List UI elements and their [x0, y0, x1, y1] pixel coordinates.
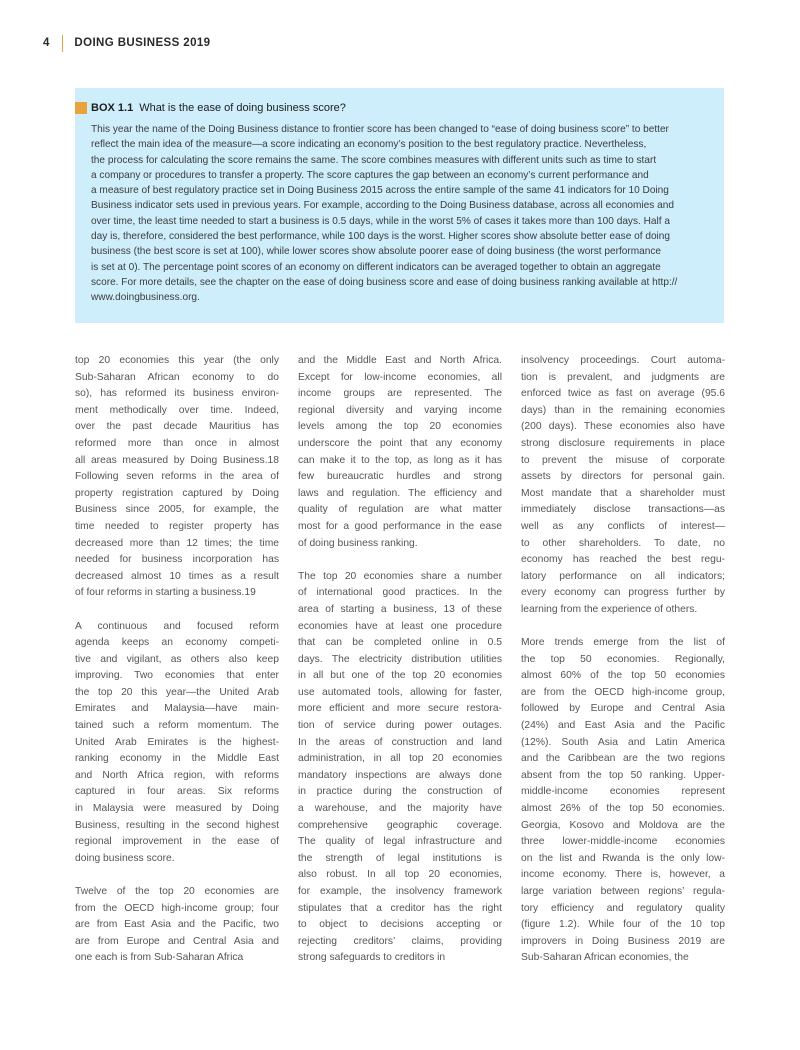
body-text-line: agenda keeps an economy competi-	[75, 637, 279, 649]
body-text-line: so), has reformed its business environ-	[75, 388, 279, 400]
body-text-line: three lower-middle-income economies	[521, 836, 725, 848]
paragraph-gap	[521, 619, 725, 636]
body-text-line: rejecting creditors’ claims, providing	[298, 935, 502, 947]
running-title: DOING BUSINESS 2019	[74, 37, 211, 49]
body-text-line: every economy can progress further by	[521, 587, 725, 599]
body-text-line: that can be completed online in 0.5	[298, 637, 502, 649]
body-text-line: improving. Two economies that enter	[75, 670, 279, 682]
body-text-line: in practice during the construction of	[298, 786, 502, 798]
body-text-line: reformed more than once in almost	[75, 437, 279, 449]
body-text-line: Business since 2005, for example, the	[75, 504, 279, 516]
body-text-line: almost 26% of the top 50 economies.	[521, 803, 725, 815]
body-text-line: top 20 economies this year (the only	[75, 355, 279, 366]
body-text-line: More trends emerge from the list of	[521, 637, 725, 649]
body-text-line: on the list and Rwanda is the only low-	[521, 852, 725, 864]
paragraph-gap	[75, 867, 279, 884]
body-text-line: stipulates that a creditor has the right	[298, 902, 502, 914]
body-text-line: to other shareholders. To date, no	[521, 537, 725, 549]
body-text-line: needed for business incorporation has	[75, 554, 279, 566]
body-text-line: ment methodically over time. Indeed,	[75, 404, 279, 416]
body-text-line: (12%). South Asia and Latin America	[521, 736, 725, 748]
body-text-line: use automated tools, allowing for faster,	[298, 686, 502, 698]
box-marker-icon	[75, 102, 87, 114]
body-text-line: Georgia, Kosovo and Moldova are the	[521, 819, 725, 831]
body-text-line: to prevent the misuse of corporate	[521, 454, 725, 466]
box-text-line: the process for calculating the score remains the same. The score combines measures with different units such as time to start	[91, 154, 657, 166]
box-text-line: score. For more details, see the chapter on the ease of doing business score and ease of doing business ranking available at http://	[91, 276, 678, 288]
box-text-line: reflect the main idea of the measure—a score indicating an economy’s position to the best regulatory practice. Nevertheless,	[91, 139, 647, 151]
box-text-line: Business indicator sets used in previous years. For example, according to the Doing Business database, across all economies and	[91, 200, 674, 212]
body-text-line: over the past decade Mauritius has	[75, 421, 279, 433]
body-text-line: economies have at least one procedure	[298, 620, 502, 632]
body-text-line: regional diversity and varying income	[298, 404, 502, 416]
body-text-line: Sub-Saharan African economies, the	[521, 952, 689, 964]
body-text-line: income groups are represented. The	[298, 388, 502, 400]
text-column-middle	[298, 353, 502, 967]
body-text-line: improvers in Doing Business 2019 are	[521, 935, 725, 947]
body-text-line: Emirates and Malaysia—have main-	[75, 703, 279, 715]
body-text-line: (24%) and East Asia and the Pacific	[521, 720, 725, 732]
body-text-line: Business, resulting in the second highest	[75, 819, 279, 831]
body-text-line: tion of service during power outages.	[298, 720, 502, 732]
box-text-line: is set at 0). The percentage point scores of an economy on different indicators can be averaged together to obtain an aggregate	[91, 261, 661, 273]
body-text-line: mandatory inspections are always done	[298, 769, 502, 781]
body-text-line: insolvency proceedings. Court automa-	[521, 355, 725, 366]
body-text-line: and the Caribbean are the two regions	[521, 753, 725, 765]
page-number: 4	[43, 37, 50, 49]
body-text-line: Except for low-income economies, all	[298, 371, 502, 383]
body-text-line: all areas measured by Doing Business.18	[75, 454, 279, 466]
body-text-line: decreased almost 10 times as a result	[75, 570, 279, 582]
body-text-line: the top 50 economies. Regionally,	[521, 653, 725, 665]
body-text-line: the top 20 this year—the United Arab	[75, 686, 279, 698]
text-column-right	[521, 353, 725, 967]
body-text-line: large variation between regions’ regula-	[521, 886, 725, 897]
body-text-line: also robust. In all top 20 economies,	[298, 869, 502, 881]
body-text-line: tive and vigilant, as others also keep	[75, 653, 279, 665]
body-text-line: to object to decisions accepting or	[298, 919, 502, 931]
body-text-line: area of starting a business, 13 of these	[298, 603, 502, 615]
body-text-line: ranking economy in the Middle East	[75, 753, 279, 765]
body-text-line: and the Middle East and North Africa.	[298, 355, 502, 366]
body-text-line: tion is prevalent, and judgments are	[521, 371, 725, 383]
body-text-line: of doing business ranking.	[298, 537, 418, 549]
text-column-left	[75, 353, 279, 967]
body-text-line: are from Europe and Central Asia and	[75, 935, 279, 947]
body-text-line: few bureaucratic hurdles and strong	[298, 471, 502, 483]
body-text-line: administration, in all top 20 economies	[298, 753, 502, 765]
body-text-line: A continuous and focused reform	[75, 620, 279, 632]
box-text-line: www.doingbusiness.org.	[91, 292, 200, 304]
body-text-line: middle-income economies represent	[521, 786, 725, 798]
body-text-line: strong disclosure requirements in place	[521, 437, 725, 449]
body-text-line: days) than in the remaining economies	[521, 404, 725, 416]
body-text-line: followed by Europe and Central Asia	[521, 703, 725, 715]
body-text-line: in Malaysia were measured by Doing	[75, 803, 279, 815]
body-text-line: tory efficiency and regulatory quality	[521, 902, 725, 914]
body-text-line: decreased more than 12 times; the time	[75, 537, 279, 549]
body-text-line: Following seven reforms in the area of	[75, 471, 279, 483]
body-text-line: tained such a reform momentum. The	[75, 720, 279, 732]
box-heading	[75, 102, 708, 114]
body-text-line: most for a good performance in the ease	[298, 520, 502, 532]
body-text-line: comprehensive geographic coverage.	[298, 819, 502, 831]
body-text-line: Sub-Saharan African economy to do	[75, 371, 279, 383]
info-box	[75, 88, 724, 323]
body-text-line: absent from the top 50 ranking. Upper-	[521, 769, 725, 781]
paragraph-gap	[75, 602, 279, 619]
box-title: What is the ease of doing business score?	[139, 102, 346, 114]
body-text-line: regional improvement in the ease of	[75, 836, 279, 848]
body-text-line: quality of regulation are what matter	[298, 504, 502, 516]
body-text-line: The quality of legal infrastructure and	[298, 836, 502, 848]
box-text-line: a company or procedures to transfer a property. The score captures the gap between an economy’s current performance and	[91, 169, 649, 181]
body-text-line: strong safeguards to creditors in	[298, 952, 446, 964]
body-text-line: are from the OECD high-income group,	[521, 686, 725, 698]
body-text-line: of four reforms in starting a business.19	[75, 587, 256, 599]
body-text-line: The top 20 economies share a number	[298, 570, 502, 582]
body-text-line: economy has reached the best regu-	[521, 554, 725, 566]
box-text-line: day is, therefore, considered the best performance, while 100 days is the worst. Higher scores show absolute better ease of doing	[91, 231, 671, 243]
page-header	[43, 34, 210, 52]
body-text-line: United Arab Emirates is the highest-	[75, 736, 279, 748]
box-body	[91, 122, 708, 306]
body-text-line: Twelve of the top 20 economies are	[75, 886, 279, 897]
header-divider	[62, 35, 63, 52]
body-text-line: a warehouse, and the majority have	[298, 803, 502, 815]
body-text-line: time needed to register property has	[75, 520, 279, 532]
box-text-line: business (the best score is set at 100), while lower scores show absolute poorer ease of doing business (the worst performance	[91, 246, 662, 258]
body-text-line: Most mandate that a shareholder must	[521, 487, 725, 499]
box-text-line: a measure of best regulatory practice set in Doing Business 2015 across the entire sample of the same 41 indicators for 10 Doing	[91, 185, 669, 197]
body-text-line: are from East Asia and the Pacific, two	[75, 919, 279, 931]
body-text-line: doing business score.	[75, 852, 175, 864]
box-text-line: This year the name of the Doing Business distance to frontier score has been changed to “ease of doing business score” to better	[91, 124, 669, 135]
body-text-line: well as any conflicts of interest—	[521, 520, 725, 532]
box-text-line: over time, the least time needed to start a business is 0.5 days, while in the worst 5% of cases it takes more than 100 days. Half a	[91, 215, 671, 227]
body-text-line: in all but one of the top 20 economies	[298, 670, 502, 682]
body-text-line: from the OECD high-income group; four	[75, 902, 279, 914]
body-text-line: learning from the experience of others.	[521, 603, 698, 615]
body-text-line: In the areas of construction and land	[298, 736, 502, 748]
body-text-line: (200 days). These economies also have	[521, 421, 725, 433]
body-text-line: levels among the top 20 economies	[298, 421, 502, 433]
body-text-line: and North Africa region, with reforms	[75, 769, 279, 781]
body-text-line: for example, the insolvency framework	[298, 886, 502, 897]
body-text-line: almost 60% of the top 50 economies	[521, 670, 725, 682]
body-text-line: (figure 1.2). While four of the 10 top	[521, 919, 725, 931]
paragraph-gap	[298, 552, 502, 569]
body-text-line: of international good practices. In the	[298, 587, 502, 599]
body-text-line: assets by directors for personal gain.	[521, 471, 725, 483]
body-text-line: days. The electricity distribution utilities	[298, 653, 502, 665]
body-text-line: more efficient and more secure restora-	[298, 703, 502, 715]
body-text-line: enforced twice as fast on average (95.6	[521, 388, 725, 400]
body-text-line: one each is from Sub-Saharan Africa	[75, 952, 244, 964]
box-label: BOX 1.1	[91, 102, 134, 114]
body-text-line: captured in four areas. Six reforms	[75, 786, 279, 798]
body-text-line: laws and regulation. The efficiency and	[298, 487, 502, 499]
body-text-line: latory performance on all indicators;	[521, 570, 725, 582]
body-text-line: underscore the point that any economy	[298, 437, 502, 449]
body-text-line: can make it to the top, as long as it has	[298, 454, 502, 466]
body-text-line: income economy. There is, however, a	[521, 869, 725, 881]
body-text-line: property registration captured by Doing	[75, 487, 279, 499]
body-text-line: the strength of legal institutions is	[298, 852, 502, 864]
body-text-line: immediately disclose transactions—as	[521, 504, 725, 516]
